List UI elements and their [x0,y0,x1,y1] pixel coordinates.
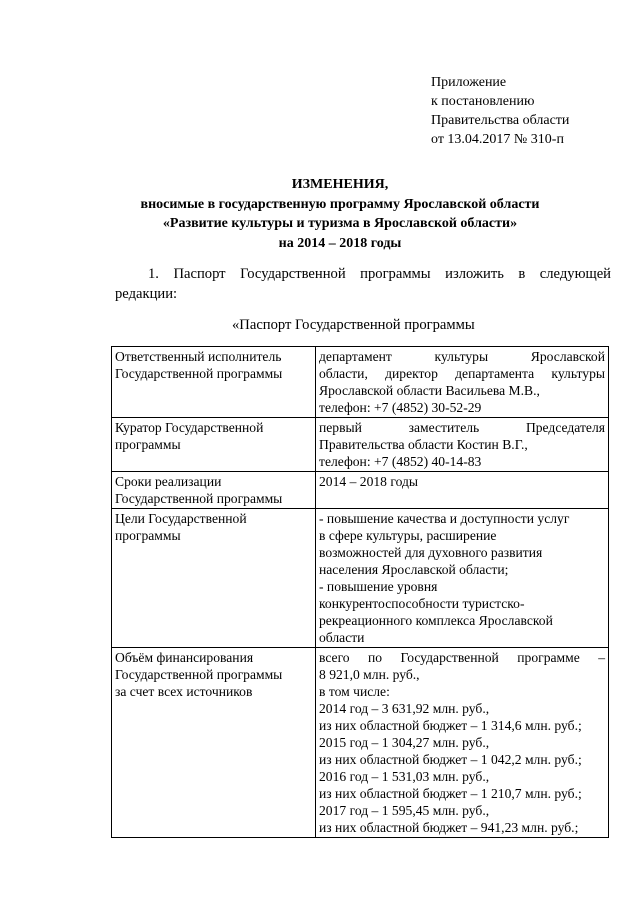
value-line: департамент культуры Ярославской [319,349,605,364]
label-line: Сроки реализации [115,474,222,489]
row-value-cell [316,509,609,648]
label-line: Государственной программы [115,667,283,682]
label-line: за счет всех источников [115,684,253,699]
label-line: Цели Государственной [115,511,247,526]
intro-paragraph: 1. Паспорт Государственной программы изложить в следующей редакции: [115,266,611,302]
value-line: всего по Государственной программе – [319,650,605,665]
table-row [112,648,609,838]
appendix-line: к постановлению [431,94,535,109]
value-line: в сфере культуры, расширение [319,528,497,543]
value-line: - повышение качества и доступности услуг [319,511,570,526]
value-line: - повышение уровня [319,579,438,594]
table-row [112,418,609,472]
passport-table [111,346,609,838]
table-row [112,472,609,509]
value-line: возможностей для духовного развития [319,545,543,560]
value-line: из них областной бюджет – 941,23 млн. руб.; [319,820,579,835]
row-label-cell [112,472,316,509]
appendix-line: от 13.04.2017 № 310-п [431,132,564,147]
row-label-cell [112,418,316,472]
label-line: Государственной программы [115,491,283,506]
value-line: 2014 – 2018 годы [319,474,419,489]
value-line: населения Ярославской области; [319,562,509,577]
table-row [112,347,609,418]
row-value-cell [316,418,609,472]
appendix-block [431,73,569,149]
value-line: Правительства области Костин В.Г., [319,437,528,452]
heading-line: вносимые в государственную программу Ярославской области [140,196,540,212]
value-line: рекреационного комплекса Ярославской [319,613,553,628]
appendix-line: Правительства области [431,113,570,128]
heading-line: на 2014 – 2018 годы [278,235,402,251]
heading-title: ИЗМЕНЕНИЯ, [291,177,389,192]
value-line: в том числе: [319,684,390,699]
row-label-cell [112,347,316,418]
value-line: из них областной бюджет – 1 314,6 млн. руб.; [319,718,582,733]
value-line: телефон: +7 (4852) 40-14-83 [319,454,482,469]
value-line: конкурентоспособности туристско- [319,596,525,611]
document-heading [100,175,580,253]
value-line: первый заместитель Председателя [319,420,605,435]
value-line: области [319,630,365,645]
label-line: Объём финансирования [115,650,254,665]
label-line: программы [115,528,181,543]
row-value-cell [316,648,609,838]
row-value-cell [316,472,609,509]
value-line: 2017 год – 1 595,45 млн. руб., [319,803,490,818]
passport-caption: «Паспорт Государственной программы [232,317,475,333]
heading-line: «Развитие культуры и туризма в Ярославской области» [162,216,518,231]
value-line: телефон: +7 (4852) 30-52-29 [319,400,482,415]
table-row [112,509,609,648]
value-line: области, директор департамента культуры [319,366,605,381]
value-line: из них областной бюджет – 1 210,7 млн. руб.; [319,786,582,801]
row-label-cell [112,509,316,648]
value-line: Ярославской области Васильева М.В., [319,383,540,398]
label-line: программы [115,437,181,452]
value-line: 8 921,0 млн. руб., [319,667,420,682]
label-line: Государственной программы [115,366,283,381]
value-line: из них областной бюджет – 1 042,2 млн. руб.; [319,752,582,767]
label-line: Куратор Государственной [115,420,264,435]
value-line: 2015 год – 1 304,27 млн. руб., [319,735,490,750]
appendix-line: Приложение [431,75,507,90]
value-line: 2016 год – 1 531,03 млн. руб., [319,769,490,784]
value-line: 2014 год – 3 631,92 млн. руб., [319,701,490,716]
row-label-cell [112,648,316,838]
label-line: Ответственный исполнитель [115,349,282,364]
row-value-cell [316,347,609,418]
